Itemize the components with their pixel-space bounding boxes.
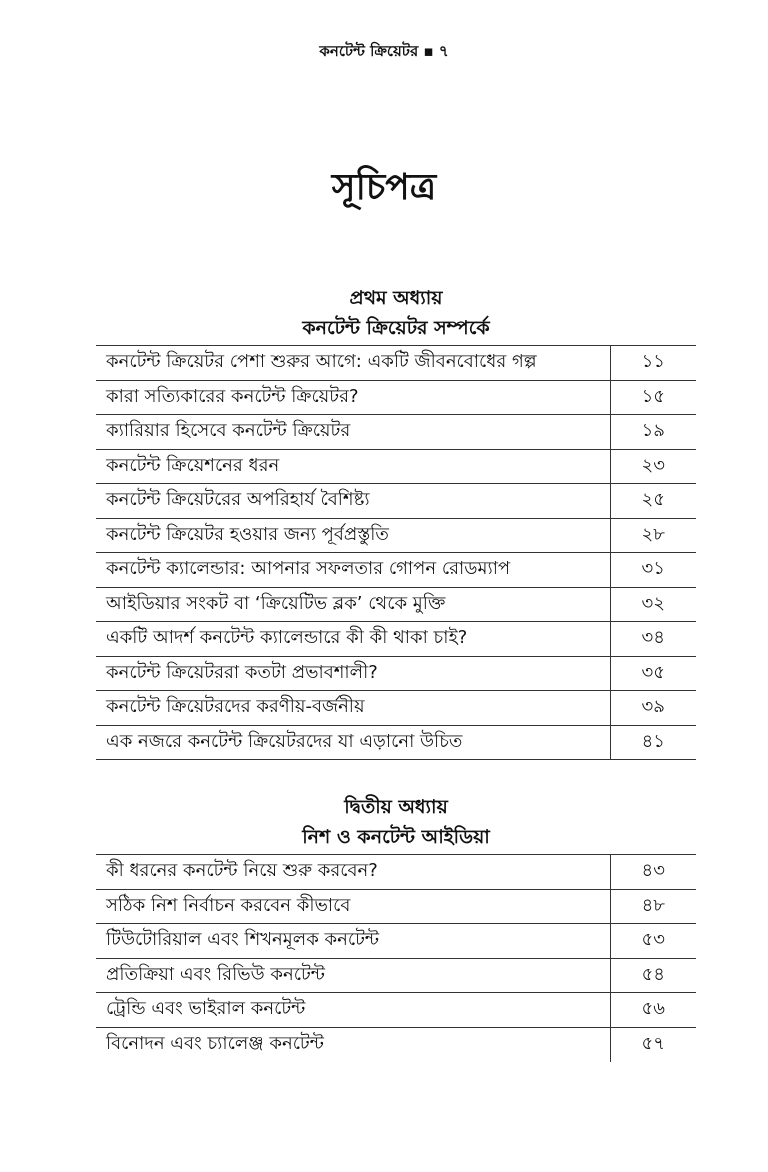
toc-entry-page: ২৮	[610, 518, 696, 553]
chapter-1-label: প্রথম অধ্যায়	[349, 287, 443, 309]
page-title: সূচিপত্র	[331, 167, 437, 208]
toc-entry-page: ৪৩	[610, 855, 696, 890]
toc-entry-page: ৫৭	[610, 1027, 696, 1062]
toc-row[interactable]	[96, 889, 696, 924]
toc-entry-title: একটি আদর্শ কনটেন্ট ক্যালেন্ডারে কী কী থাকা চাই?	[96, 622, 610, 657]
toc-row[interactable]	[96, 924, 696, 959]
toc-entry-title: সঠিক নিশ নির্বাচন করবেন কীভাবে	[96, 889, 610, 924]
toc-entry-page: ৩৪	[610, 622, 696, 657]
toc-entry-title: কারা সত্যিকারের কনটেন্ট ক্রিয়েটর?	[96, 380, 610, 415]
toc-entry-page: ৫৬	[610, 993, 696, 1028]
toc-entry-title: টিউটোরিয়াল এবং শিখনমূলক কনটেন্ট	[96, 924, 610, 959]
toc-entry-page: ১৫	[610, 380, 696, 415]
toc-entry-page: ২৫	[610, 484, 696, 519]
toc-entry-title: প্রতিক্রিয়া এবং রিভিউ কনটেন্ট	[96, 958, 610, 993]
toc-entry-title: এক নজরে কনটেন্ট ক্রিয়েটরদের যা এড়ানো উচিত	[96, 725, 610, 760]
toc-entry-page: ৪১	[610, 725, 696, 760]
toc-entry-title: কনটেন্ট ক্রিয়েশনের ধরন	[96, 449, 610, 484]
toc-entry-page: ১১	[610, 346, 696, 381]
toc-row[interactable]	[96, 415, 696, 450]
chapter-1-title: কনটেন্ট ক্রিয়েটর সম্পর্কে	[302, 317, 490, 339]
toc-entry-title: ট্রেন্ডি এবং ভাইরাল কনটেন্ট	[96, 993, 610, 1028]
toc-entry-title: বিনোদন এবং চ্যালেঞ্জ কনটেন্ট	[106, 1033, 324, 1054]
toc-row[interactable]	[96, 553, 696, 588]
chapter-2-title: নিশ ও কনটেন্ট আইডিয়া	[302, 826, 490, 848]
toc-row[interactable]	[96, 622, 696, 657]
chapter-2-toc-table	[96, 854, 696, 1062]
toc-entry-page: ৩৫	[610, 656, 696, 691]
toc-row[interactable]	[96, 587, 696, 622]
toc-entry-page: ৩৯	[610, 691, 696, 726]
toc-row[interactable]	[96, 725, 696, 760]
toc-row[interactable]	[96, 1027, 696, 1062]
chapter-1-toc-table	[96, 345, 696, 760]
toc-row[interactable]	[96, 855, 696, 890]
toc-row[interactable]	[96, 380, 696, 415]
toc-entry-title: কনটেন্ট ক্যালেন্ডার: আপনার সফলতার গোপন রোডম্যাপ	[96, 553, 610, 588]
toc-entry-title: কী ধরনের কনটেন্ট নিয়ে শুরু করবেন?	[96, 855, 610, 890]
toc-row[interactable]	[96, 484, 696, 519]
toc-row[interactable]	[96, 993, 696, 1028]
toc-entry-title: কনটেন্ট ক্রিয়েটর হওয়ার জন্য পূর্বপ্রস্তুতি	[96, 518, 610, 553]
toc-row[interactable]	[96, 449, 696, 484]
toc-entry-title: কনটেন্ট ক্রিয়েটরদের করণীয়-বর্জনীয়	[96, 691, 610, 726]
toc-entry-page: ১৯	[610, 415, 696, 450]
toc-entry-page: ৫৩	[610, 924, 696, 959]
chapter-2-label: দ্বিতীয় অধ্যায়	[344, 796, 448, 818]
toc-entry-title: কনটেন্ট ক্রিয়েটররা কতটা প্রভাবশালী?	[96, 656, 610, 691]
chapter-2-section	[96, 792, 696, 1062]
toc-row[interactable]	[96, 691, 696, 726]
toc-entry-page: ৩১	[610, 553, 696, 588]
toc-entry-page: ৪৮	[610, 889, 696, 924]
toc-entry-title: ক্যারিয়ার হিসেবে কনটেন্ট ক্রিয়েটর	[96, 415, 610, 450]
toc-row[interactable]	[96, 656, 696, 691]
toc-entry-title: কনটেন্ট ক্রিয়েটরের অপরিহার্য বৈশিষ্ট্য	[96, 484, 610, 519]
running-header: কনটেন্ট ক্রিয়েটর ▪ ৭	[319, 42, 449, 60]
toc-entry-page: ৫৪	[610, 958, 696, 993]
toc-row[interactable]	[96, 958, 696, 993]
toc-entry-title: কনটেন্ট ক্রিয়েটর পেশা শুরুর আগে: একটি জীবনবোধের গল্প	[96, 346, 610, 381]
toc-entry-title: আইডিয়ার সংকট বা ‘ক্রিয়েটিভ ব্লক’ থেকে মুক্তি	[96, 587, 610, 622]
chapter-1-section	[96, 283, 696, 760]
toc-entry-page: ৩২	[610, 587, 696, 622]
toc-row[interactable]	[96, 346, 696, 381]
toc-entry-page: ২৩	[610, 449, 696, 484]
toc-row[interactable]	[96, 518, 696, 553]
